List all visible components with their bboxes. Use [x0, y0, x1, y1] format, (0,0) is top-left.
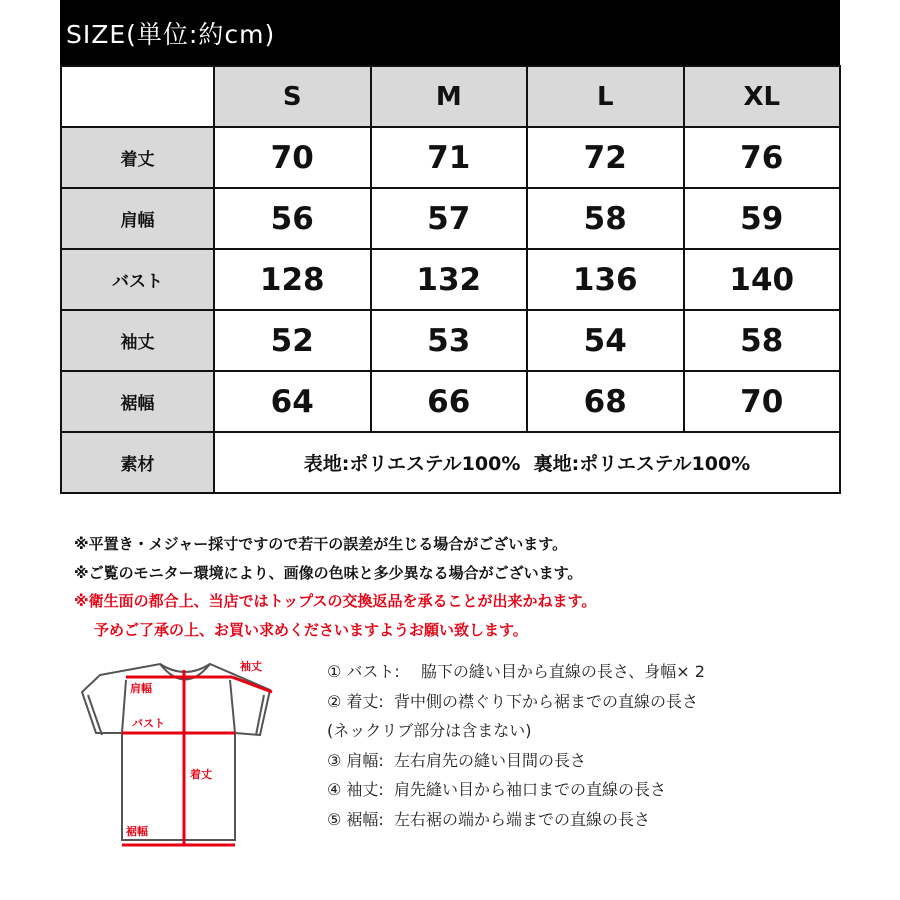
note-warning: 予めご了承の上、お買い求めくださいますようお願い致します。: [94, 620, 528, 639]
size-table: [60, 65, 841, 494]
measure-lines: [122, 670, 272, 845]
measurement-row: [61, 371, 840, 432]
value-cell: 56: [214, 188, 371, 249]
value-cell: 58: [684, 310, 841, 371]
measurement-row: [61, 249, 840, 310]
value-cell: 53: [371, 310, 528, 371]
value-cell: 52: [214, 310, 371, 371]
measurement-row: [61, 127, 840, 188]
measurement-list: [327, 657, 705, 834]
note: ※平置き・メジャー採寸ですので若干の誤差が生じる場合がございます。: [74, 535, 568, 553]
material-row: [61, 432, 840, 493]
row-label: 裾幅: [61, 371, 214, 432]
tshirt-outline-icon: [82, 664, 270, 840]
value-cell: 57: [371, 188, 528, 249]
notes: [74, 530, 596, 644]
value-cell: 58: [527, 188, 684, 249]
row-label: 肩幅: [61, 188, 214, 249]
note: ※ご覧のモニター環境により、画像の色味と多少異なる場合がございます。: [74, 563, 583, 582]
value-cell: 76: [684, 127, 841, 188]
corner-cell: [61, 66, 214, 127]
label-sleeve: 袖丈: [240, 660, 262, 673]
label-bust: バスト: [132, 717, 165, 730]
measurement-row: [61, 310, 840, 371]
row-label: バスト: [61, 249, 214, 310]
material-value: 表地:ポリエステル100% 裏地:ポリエステル100%: [214, 432, 840, 493]
size-header: S: [214, 66, 371, 127]
measurement-row: [61, 188, 840, 249]
value-cell: 71: [371, 127, 528, 188]
value-cell: 66: [371, 371, 528, 432]
note-warning: ※衛生面の都合上、当店ではトップスの交換返品を承ることが出来かねます。: [74, 592, 597, 610]
value-cell: 54: [527, 310, 684, 371]
size-header: XL: [684, 66, 841, 127]
label-hem: 裾幅: [126, 825, 148, 838]
value-cell: 72: [527, 127, 684, 188]
measure-item: ④ 袖丈: 肩先縫い目から袖口までの直線の長さ: [327, 780, 666, 799]
value-cell: 70: [214, 127, 371, 188]
measure-item: ⑤ 裾幅: 左右裾の端から端までの直線の長さ: [327, 809, 650, 829]
size-header: M: [371, 66, 528, 127]
value-cell: 59: [684, 188, 841, 249]
value-cell: 64: [214, 371, 371, 432]
measure-item: (ネックリブ部分は含まない): [327, 721, 532, 740]
size-chart-title: SIZE(単位:約cm): [60, 0, 840, 65]
row-label: 着丈: [61, 127, 214, 188]
value-cell: 136: [527, 249, 684, 310]
measure-item: ② 着丈: 背中側の襟ぐり下から裾までの直線の長さ: [327, 691, 698, 711]
value-cell: 68: [527, 371, 684, 432]
size-header-row: [61, 66, 840, 127]
value-cell: 128: [214, 249, 371, 310]
measure-item: ③ 肩幅: 左右肩先の縫い目間の長さ: [327, 750, 586, 770]
value-cell: 140: [684, 249, 841, 310]
row-label: 袖丈: [61, 310, 214, 371]
label-shoulder: 肩幅: [130, 682, 152, 695]
tshirt-diagram: [60, 640, 290, 860]
label-length: 着丈: [190, 768, 212, 781]
value-cell: 132: [371, 249, 528, 310]
value-cell: 70: [684, 371, 841, 432]
measure-item: ① バスト: 脇下の縫い目から直線の長さ、身幅× 2: [327, 662, 705, 681]
size-header: L: [527, 66, 684, 127]
material-label: 素材: [61, 432, 214, 493]
